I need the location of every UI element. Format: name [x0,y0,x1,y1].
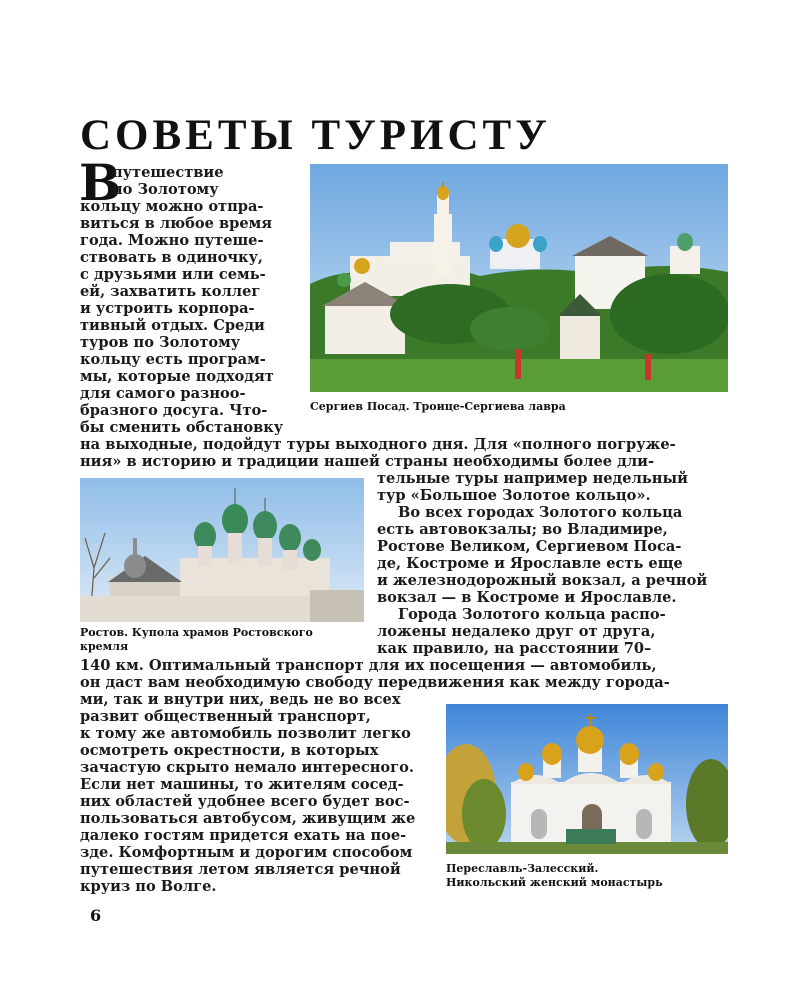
text-line: виться в любое время [80,215,273,232]
text-line: зде. Комфортным и дорогим способом [80,844,413,861]
text-line: бы сменить обстановку [80,419,284,436]
text-line: 140 км. Оптимальный транспорт для их посещения — автомобиль, [80,657,657,674]
photo-pereslavl [446,704,728,854]
text-line: осмотреть окрестности, в которых [80,742,379,759]
text-line: де, Костроме и Ярославле есть еще [377,555,683,572]
text-line: вокзал — в Костроме и Ярославле. [377,589,677,606]
text-line: и железнодорожный вокзал, а речной [377,572,708,589]
text-line: ния» в историю и традиции нашей страны необходимы более дли- [80,453,655,470]
text-line: как правило, на расстоянии 70– [377,640,652,657]
text-line: тивный отдых. Среди [80,317,265,334]
text-line: на выходные, подойдут туры выходного дня. Для «полного погруже- [80,436,676,453]
text-line: развит общественный транспорт, [80,708,371,725]
page-title: СОВЕТЫ ТУРИСТУ [80,112,551,159]
caption-pereslavl-line2: Никольский женский монастырь [446,876,663,889]
caption-rostov-line2: кремля [80,640,129,653]
text-line: он даст вам необходимую свободу передвижения как между города- [80,674,670,691]
text-line: мы, которые подходят [80,368,274,385]
text-line: далеко гостям придется ехать на пое- [80,827,407,844]
text-line: Ростове Великом, Сергиевом Поса- [377,538,682,555]
text-line: тельные туры например недельный [377,470,688,487]
text-line: с друзьями или семь- [80,266,266,283]
photo-rostov [80,478,364,622]
text-line: зачастую скрыто немало интересного. [80,759,414,776]
text-line: них областей удобнее всего будет вос- [80,793,410,810]
text-line: Города Золотого кольца распо- [398,606,666,623]
text-line: есть автовокзалы; во Владимире, [377,521,668,538]
text-line: путешествия летом является речной [80,861,401,878]
text-line: ей, захватить коллег [80,283,261,300]
text-line: по Золотому [112,181,219,198]
page-number: 6 [90,906,102,925]
text-line: и устроить корпора- [80,300,255,317]
text-line: ствовать в одиночку, [80,249,263,266]
text-line: пользоваться автобусом, живущим же [80,810,416,827]
caption-rostov-line1: Ростов. Купола храмов Ростовского [80,626,313,639]
photo-sergiev-posad [310,164,728,392]
text-line: кольцу есть програм- [80,351,266,368]
text-line: ложены недалеко друг от друга, [377,623,656,640]
text-line: кольцу можно отпра- [80,198,264,215]
text-line: к тому же автомобиль позволит легко [80,725,411,742]
caption-pereslavl-line1: Переславль-Залесский. [446,862,599,875]
text-line: туров по Золотому [80,334,241,351]
text-line: ми, так и внутри них, ведь не во всех [80,691,401,708]
text-line: Если нет машины, то жителям сосед- [80,776,404,793]
text-line: тур «Большое Золотое кольцо». [377,487,651,504]
text-line: круиз по Волге. [80,878,217,895]
caption-sergiev-posad: Сергиев Посад. Троице-Сергиева лавра [310,400,566,413]
text-line: для самого разноо- [80,385,246,402]
text-line: Во всех городах Золотого кольца [398,504,683,521]
drop-cap: В [79,153,122,212]
text-line: бразного досуга. Что- [80,402,268,419]
text-line: путешествие [112,164,224,181]
text-line: года. Можно путеше- [80,232,264,249]
